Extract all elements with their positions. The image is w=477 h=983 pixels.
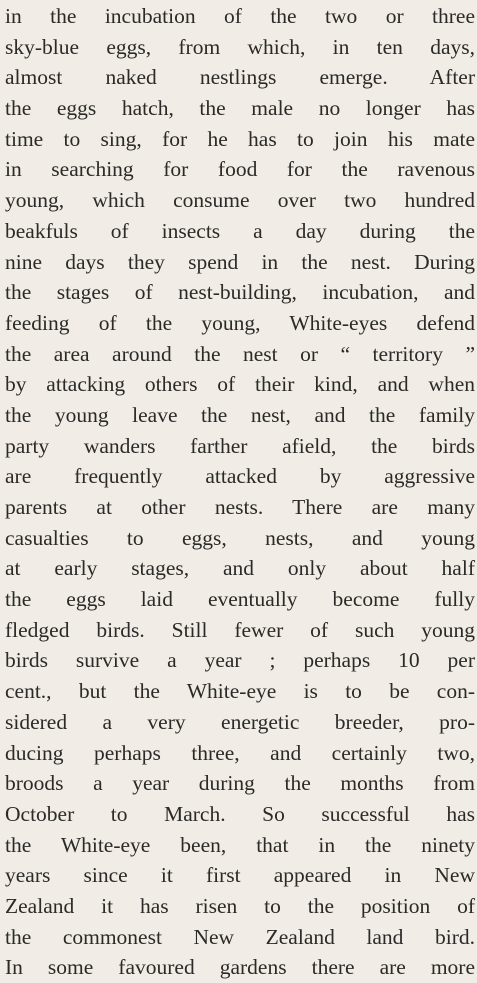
text-line: young, which consume over two hundred [5, 188, 475, 213]
text-line: in searching for food for the ravenous [5, 157, 475, 182]
text-line: in the incubation of the two or three [5, 4, 475, 28]
text-line: broods a year during the months from [5, 771, 475, 796]
text-line: sky-blue eggs, from which, in ten days, [5, 34, 475, 59]
text-line: feeding of the young, White-eyes defend [5, 310, 475, 335]
text-line: party wanders farther afield, the birds [5, 433, 475, 458]
text-line: at early stages, and only about half [5, 556, 475, 581]
text-line: cent., but the White-eye is to be con- [5, 679, 475, 704]
body-text [5, 1, 475, 983]
text-line: the eggs laid eventually become fully [5, 587, 475, 612]
text-line: almost naked nestlings emerge. After [5, 65, 475, 90]
text-line: October to March. So successful has [5, 801, 475, 826]
text-line: Zealand it has risen to the position of [5, 893, 475, 918]
text-line: In some favoured gardens there are more [5, 955, 475, 980]
text-line: parents at other nests. There are many [5, 495, 475, 519]
text-line: sidered a very energetic breeder, pro- [5, 709, 475, 734]
text-line: the young leave the nest, and the family [5, 402, 475, 427]
text-line: by attacking others of their kind, and when [5, 372, 475, 397]
text-line: years since it first appeared in New [5, 863, 475, 888]
text-line: birds survive a year ; perhaps 10 per [5, 648, 475, 673]
text-line: the stages of nest-building, incubation, and [5, 280, 475, 305]
text-line: the area around the nest or “ territory ” [5, 341, 475, 366]
text-line: the eggs hatch, the male no longer has [5, 96, 475, 121]
text-line: nine days they spend in the nest. During [5, 249, 475, 274]
text-line: are frequently attacked by aggressive [5, 464, 475, 489]
text-line: the White-eye been, that in the ninety [5, 832, 475, 857]
text-line: casualties to eggs, nests, and young [5, 525, 475, 550]
text-line: time to sing, for he has to join his mate [5, 126, 475, 151]
text-line: the commonest New Zealand land bird. [5, 924, 475, 949]
text-line: ducing perhaps three, and certainly two, [5, 740, 475, 765]
text-line: beakfuls of insects a day during the [5, 218, 475, 243]
text-line: fledged birds. Still fewer of such young [5, 617, 475, 642]
